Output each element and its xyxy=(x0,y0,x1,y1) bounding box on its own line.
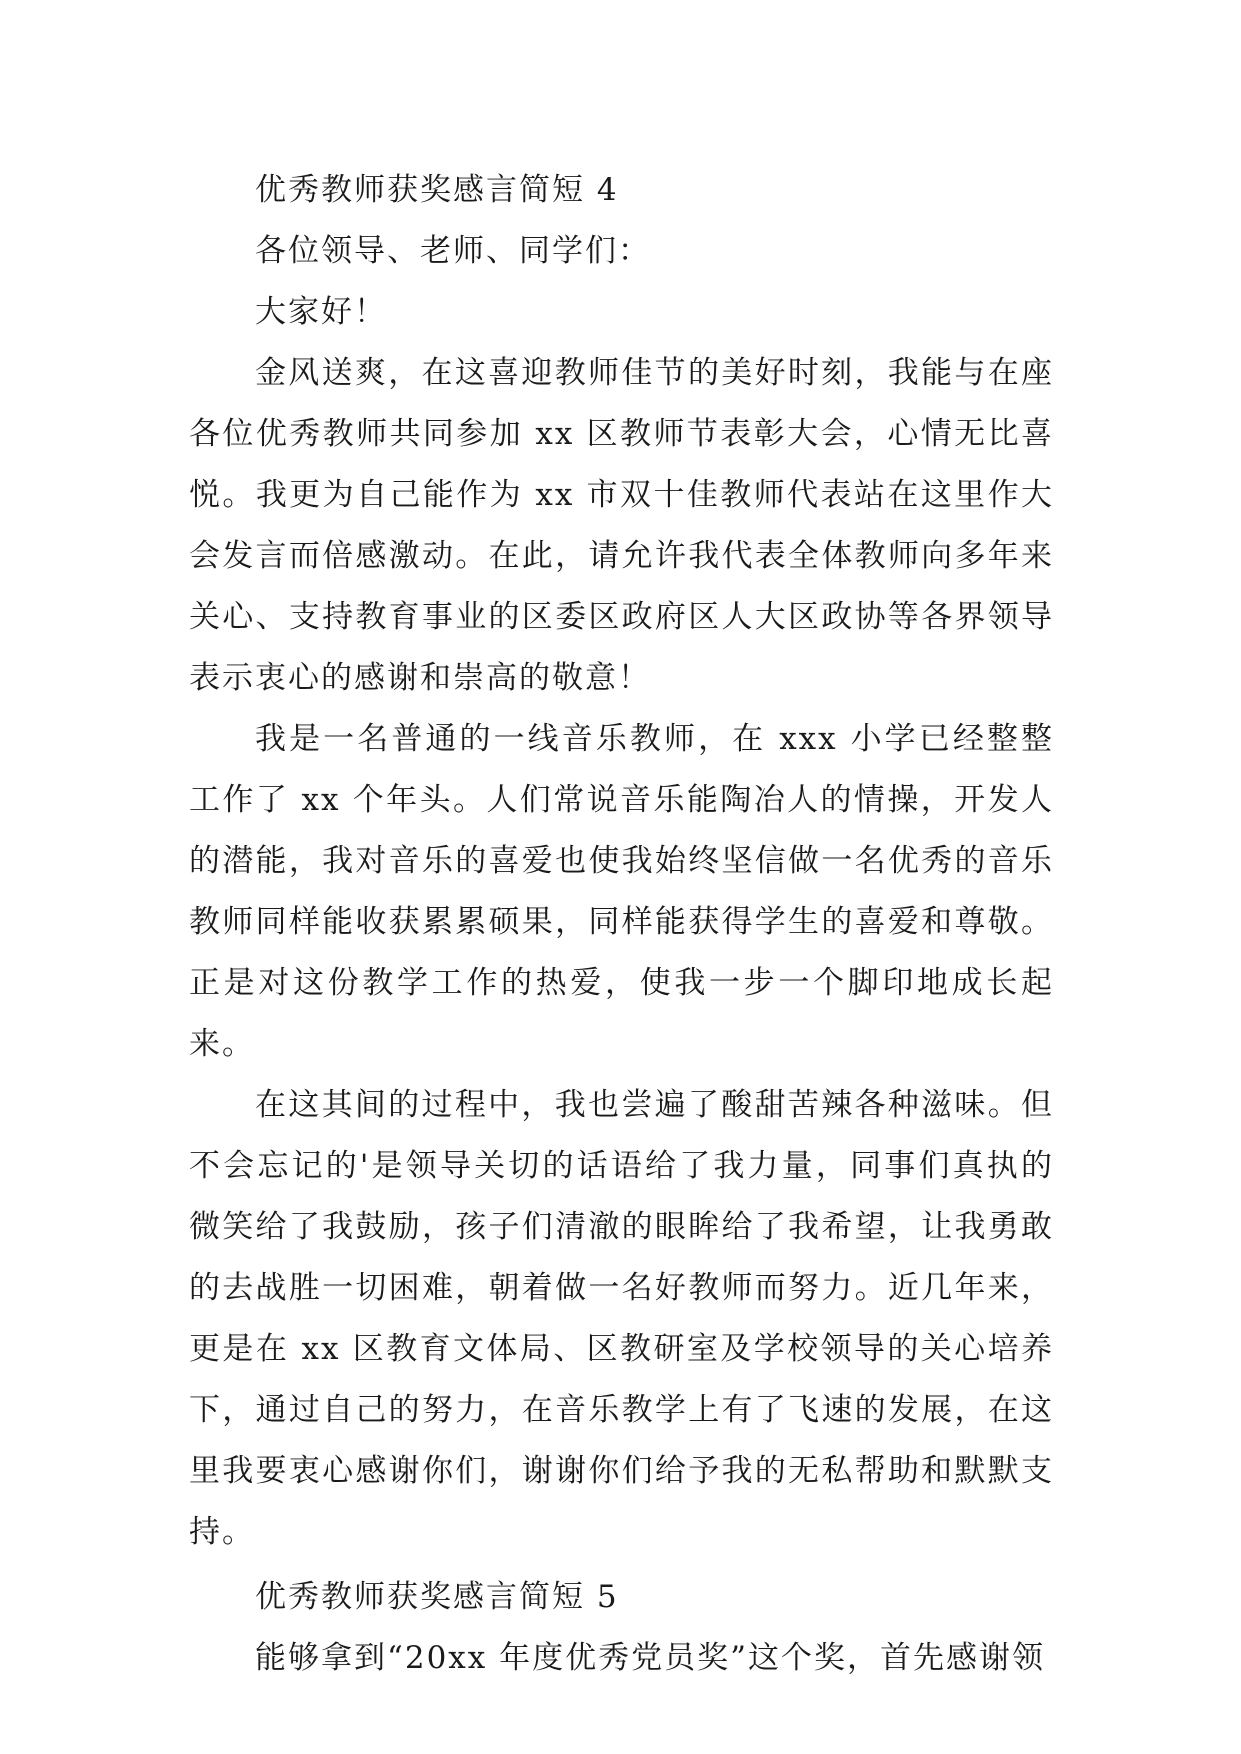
salutation: 各位领导、老师、同学们： xyxy=(255,233,651,269)
greeting: 大家好！ xyxy=(255,294,387,330)
paragraph-start: 能够拿到“20xx 年度优秀党员奖”这个奖，首先感谢领 xyxy=(255,1640,1045,1676)
paragraph: 我是一名普通的一线音乐教师，在 xxx 小学已经整整工作了 xx 个年头。人们常说音乐能陶冶人的情操，开发人的潜能，我对音乐的喜爱也使我始终坚信做一名优秀的音乐教师同样能收获累累硕果，同样能获得学生的喜爱和尊敬。正是对这份教学工作的热爱，使我一步一个脚印地成长起来。 xyxy=(189,721,1054,1062)
section-heading-5: 优秀教师获奖感言简短 5 xyxy=(255,1579,619,1615)
document-body xyxy=(189,160,1054,1689)
paragraph: 金风送爽，在这喜迎教师佳节的美好时刻，我能与在座各位优秀教师共同参加 xx 区教师节表彰大会，心情无比喜悦。我更为自己能作为 xx 市双十佳教师代表站在这里作大会发言而倍感激动。在此，请允许我代表全体教师向多年来关心、支持教育事业的区委区政府区人大区政协等各界领导表示衷心的感谢和崇高的敬意！ xyxy=(189,355,1054,696)
section-heading-4: 优秀教师获奖感言简短 4 xyxy=(255,172,619,208)
paragraph: 在这其间的过程中，我也尝遍了酸甜苦辣各种滋味。但不会忘记的'是领导关切的话语给了我力量，同事们真执的微笑给了我鼓励，孩子们清澈的眼眸给了我希望，让我勇敢的去战胜一切困难，朝着做一名好教师而努力。近几年来，更是在 xx 区教育文体局、区教研室及学校领导的关心培养下，通过自己的努力，在音乐教学上有了飞速的发展，在这里我要衷心感谢你们，谢谢你们给予我的无私帮助和默默支持。 xyxy=(189,1087,1054,1550)
